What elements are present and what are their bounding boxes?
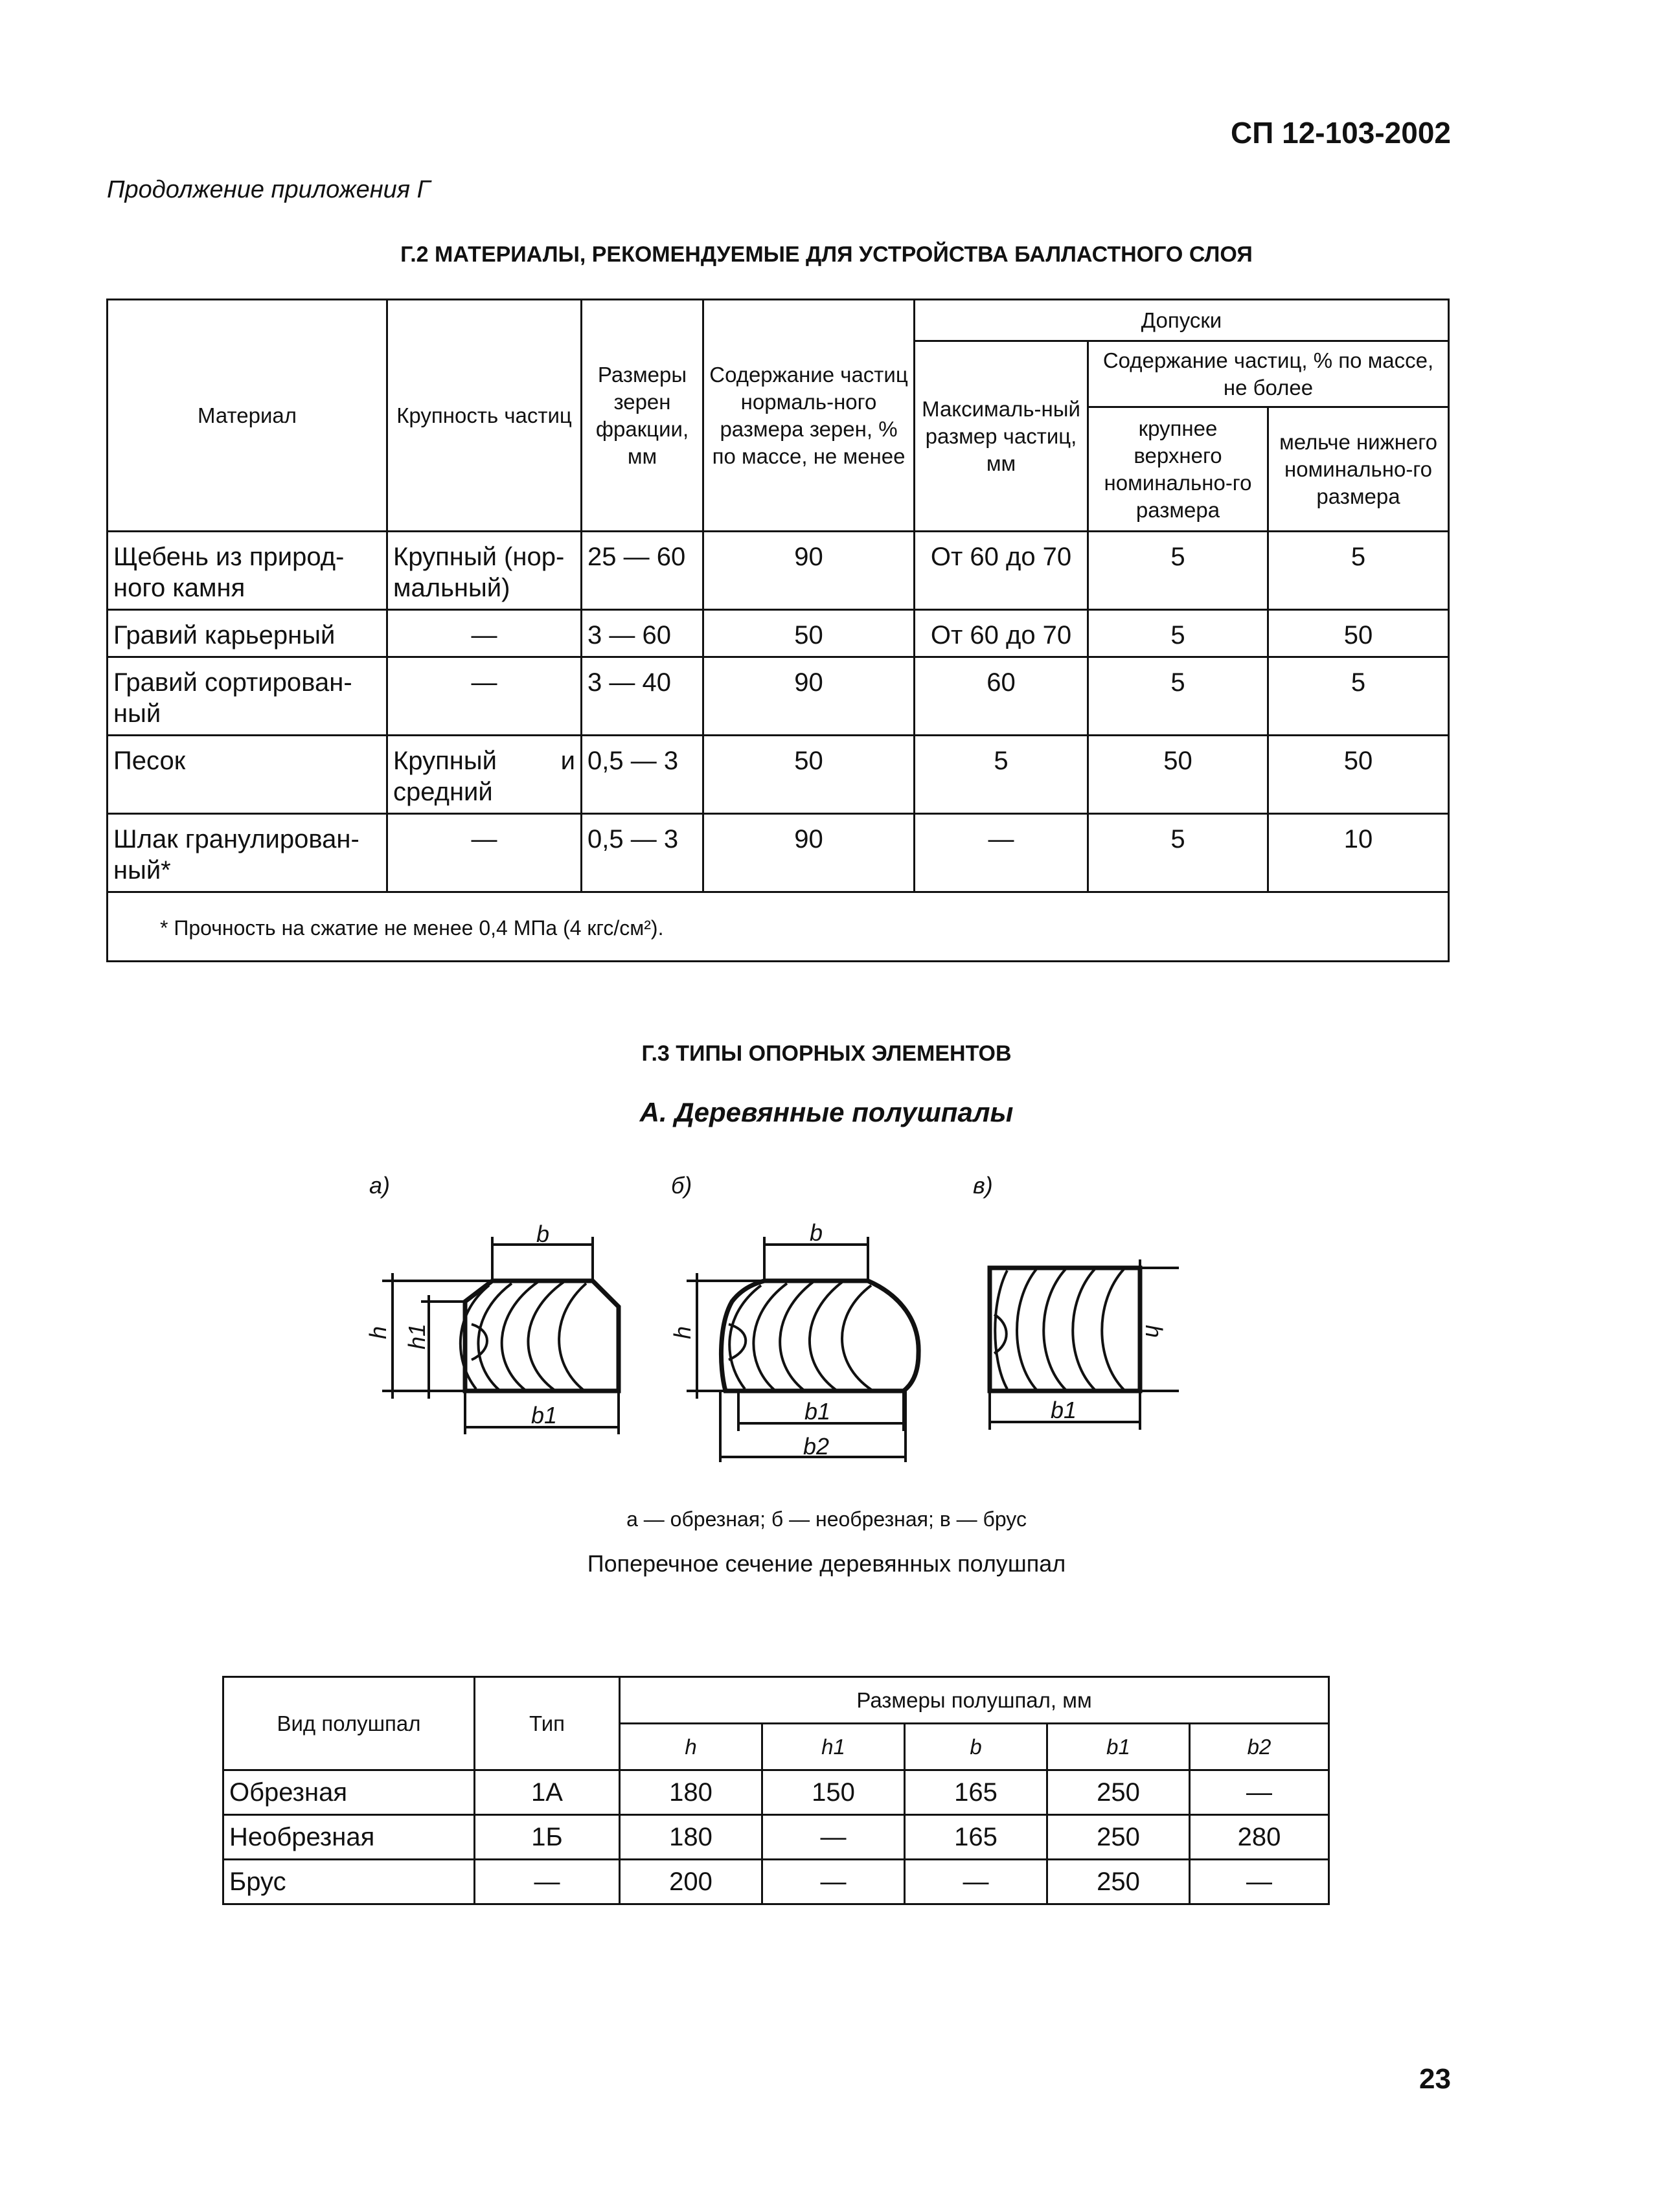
- table-row: [223, 1815, 1329, 1860]
- cell-content: 90: [703, 532, 915, 610]
- cell-b: 165: [905, 1815, 1047, 1860]
- table-footnote: * Прочность на сжатие не менее 0,4 МПа (4 кгс/см²).: [108, 892, 1449, 962]
- cell-max-size: От 60 до 70: [915, 532, 1088, 610]
- subsection-title: А. Деревянные полушпалы: [639, 1097, 1014, 1127]
- cell-material: Щебень из природ-ного камня: [108, 532, 387, 610]
- cell-max-size: От 60 до 70: [915, 610, 1088, 657]
- figure-label-a: а): [369, 1172, 391, 1199]
- header-coarser: крупнее верхнего номинально-го размера: [1088, 407, 1268, 532]
- cell-b: —: [905, 1860, 1047, 1904]
- table-row: [223, 1770, 1329, 1815]
- sleeper-dimensions-table: [222, 1676, 1330, 1905]
- cell-fraction: 0,5 — 3: [582, 736, 703, 814]
- table-row: [108, 814, 1449, 892]
- sleeper-cross-sections-figure: [350, 1204, 1244, 1470]
- page-number: 23: [1419, 2063, 1451, 2095]
- cell-coarser: 5: [1088, 532, 1268, 610]
- cell-content: 90: [703, 657, 915, 736]
- cell-b2: —: [1190, 1860, 1329, 1904]
- header-h1: h1: [762, 1724, 905, 1770]
- cell-fraction: 25 — 60: [582, 532, 703, 610]
- dim-label-h-c: h: [1141, 1325, 1167, 1338]
- cell-fraction: 3 — 60: [582, 610, 703, 657]
- dim-label-h-a: h: [365, 1326, 391, 1339]
- cell-type: —: [475, 1860, 620, 1904]
- table-row: [108, 610, 1449, 657]
- cell-size: —: [387, 657, 582, 736]
- table-row: [108, 657, 1449, 736]
- figure-caption: Поперечное сечение деревянных полушпал: [587, 1550, 1066, 1577]
- dim-label-b2-b: b2: [803, 1433, 830, 1460]
- cell-finer: 50: [1268, 610, 1449, 657]
- figure-legend: а — обрезная; б — необрезная; в — брус: [626, 1507, 1027, 1531]
- cell-b2: —: [1190, 1770, 1329, 1815]
- cell-b1: 250: [1047, 1770, 1190, 1815]
- cell-h: 200: [620, 1860, 762, 1904]
- table-row: [108, 532, 1449, 610]
- cell-coarser: 50: [1088, 736, 1268, 814]
- header-b1: b1: [1047, 1724, 1190, 1770]
- dim-label-b1-c: b1: [1051, 1397, 1077, 1423]
- cell-content: 50: [703, 736, 915, 814]
- cell-type: 1А: [475, 1770, 620, 1815]
- cell-size: Крупный (нор-мальный): [387, 532, 582, 610]
- cell-h1: —: [762, 1860, 905, 1904]
- cell-material: Песок: [108, 736, 387, 814]
- cell-size: Крупный и средний: [387, 736, 582, 814]
- cell-coarser: 5: [1088, 814, 1268, 892]
- header-particle-size: Крупность частиц: [387, 300, 582, 532]
- section-2-title: Г.2 МАТЕРИАЛЫ, РЕКОМЕНДУЕМЫЕ ДЛЯ УСТРОЙСТВА БАЛЛАСТНОГО СЛОЯ: [400, 242, 1253, 267]
- cell-kind: Брус: [223, 1860, 475, 1904]
- cell-kind: Обрезная: [223, 1770, 475, 1815]
- dim-label-h-b: h: [669, 1326, 696, 1339]
- cell-b: 165: [905, 1770, 1047, 1815]
- document-code: СП 12-103-2002: [1231, 116, 1451, 150]
- header-finer: мельче нижнего номинально-го размера: [1268, 407, 1449, 532]
- table-row: [223, 1860, 1329, 1904]
- cell-fraction: 3 — 40: [582, 657, 703, 736]
- figure-label-c: в): [973, 1172, 993, 1199]
- dim-label-b-a: b: [536, 1221, 550, 1247]
- cell-h1: —: [762, 1815, 905, 1860]
- cell-finer: 10: [1268, 814, 1449, 892]
- header-sleeper-dims: Размеры полушпал, мм: [620, 1677, 1329, 1724]
- cell-b1: 250: [1047, 1815, 1190, 1860]
- cell-finer: 50: [1268, 736, 1449, 814]
- dim-label-h1-a: h1: [404, 1323, 430, 1349]
- unedged-sleeper-section: [687, 1237, 918, 1462]
- header-material: Материал: [108, 300, 387, 532]
- header-normal-content: Содержание частиц нормаль-ного размера зерен, % по массе, не менее: [703, 300, 915, 532]
- cell-finer: 5: [1268, 532, 1449, 610]
- cell-finer: 5: [1268, 657, 1449, 736]
- dim-label-b1-a: b1: [531, 1402, 558, 1428]
- cell-material: Шлак гранулирован-ный*: [108, 814, 387, 892]
- cell-content: 90: [703, 814, 915, 892]
- cell-size: —: [387, 610, 582, 657]
- cell-coarser: 5: [1088, 657, 1268, 736]
- ballast-materials-table: [106, 299, 1450, 962]
- cell-h: 180: [620, 1770, 762, 1815]
- cell-max-size: 60: [915, 657, 1088, 736]
- dim-label-b-b: b: [810, 1219, 823, 1246]
- cell-content: 50: [703, 610, 915, 657]
- cell-material: Гравий сортирован-ный: [108, 657, 387, 736]
- cell-b1: 250: [1047, 1860, 1190, 1904]
- cell-fraction: 0,5 — 3: [582, 814, 703, 892]
- section-3-title: Г.3 ТИПЫ ОПОРНЫХ ЭЛЕМЕНТОВ: [641, 1041, 1012, 1066]
- cell-type: 1Б: [475, 1815, 620, 1860]
- header-sleeper-type: Тип: [475, 1677, 620, 1770]
- cell-h1: 150: [762, 1770, 905, 1815]
- figure-label-b: б): [671, 1172, 692, 1199]
- cell-size: —: [387, 814, 582, 892]
- appendix-continuation: Продолжение приложения Г: [107, 176, 431, 203]
- header-b2: b2: [1190, 1724, 1329, 1770]
- header-content-by-mass: Содержание частиц, % по массе, не более: [1088, 341, 1449, 407]
- header-fraction: Размеры зерен фракции, мм: [582, 300, 703, 532]
- header-h: h: [620, 1724, 762, 1770]
- header-max-size: Максималь-ный размер частиц, мм: [915, 341, 1088, 532]
- cell-material: Гравий карьерный: [108, 610, 387, 657]
- dim-label-b1-b: b1: [804, 1398, 831, 1425]
- cell-h: 180: [620, 1815, 762, 1860]
- beam-section: [990, 1259, 1179, 1430]
- cell-coarser: 5: [1088, 610, 1268, 657]
- header-tolerances: Допуски: [915, 300, 1449, 341]
- cell-max-size: —: [915, 814, 1088, 892]
- header-b: b: [905, 1724, 1047, 1770]
- cell-b2: 280: [1190, 1815, 1329, 1860]
- header-sleeper-kind: Вид полушпал: [223, 1677, 475, 1770]
- table-row: [108, 736, 1449, 814]
- cell-max-size: 5: [915, 736, 1088, 814]
- cell-kind: Необрезная: [223, 1815, 475, 1860]
